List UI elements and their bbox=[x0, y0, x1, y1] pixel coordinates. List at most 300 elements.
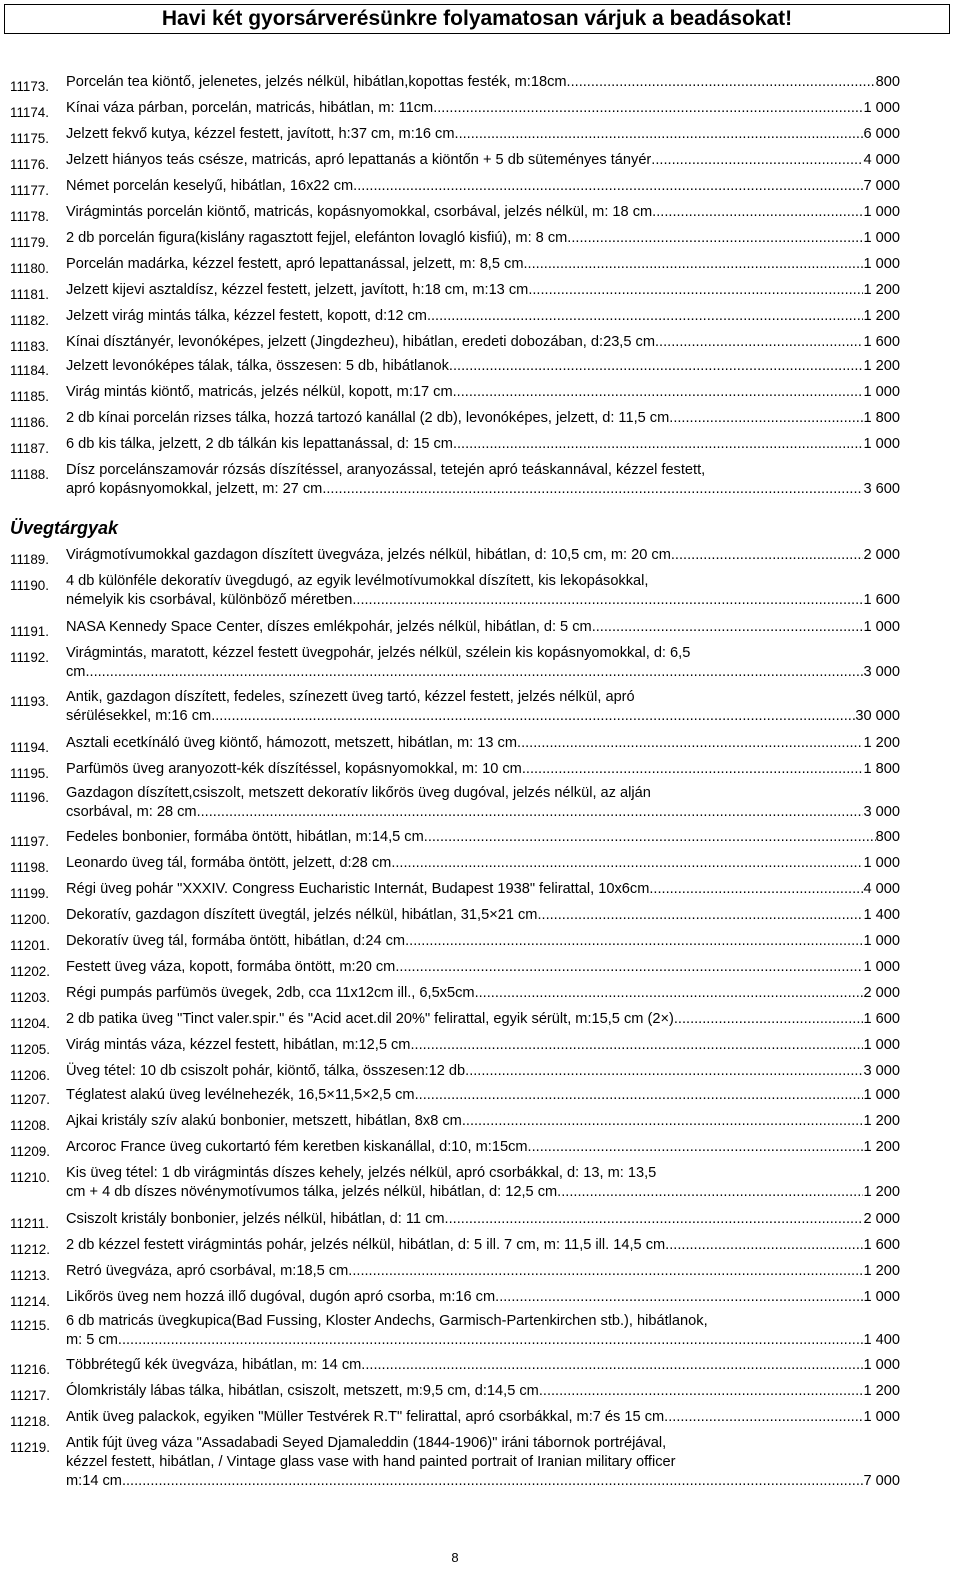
description-line bbox=[66, 618, 900, 637]
dot-leader bbox=[669, 409, 863, 428]
lot-description bbox=[66, 409, 900, 428]
lot-price: 1 400 bbox=[863, 907, 900, 923]
description-text: 2 db kézzel festett virágmintás pohár, jelzés nélkül, hibátlan, d: 5 ill. 7 cm, m: 11,5 ill. 14,5 cm bbox=[66, 1237, 666, 1253]
lot-number: 11204. bbox=[10, 1016, 50, 1031]
description-text: 2 db patika üveg "Tinct valer.spir." és "Acid acet.dil 20%" felirattal, egyik sérült, m:15,5 cm (2×) bbox=[66, 1011, 674, 1027]
lot-number: 11176. bbox=[10, 157, 49, 172]
lot-description bbox=[66, 281, 900, 300]
lot-description bbox=[66, 333, 900, 352]
lot-price: 1 600 bbox=[863, 1011, 900, 1027]
dot-leader bbox=[449, 357, 864, 376]
lot-price: 3 600 bbox=[863, 481, 900, 497]
description-line bbox=[66, 1331, 900, 1350]
lot-description bbox=[66, 1086, 900, 1105]
description-line bbox=[66, 1382, 900, 1401]
lot-number: 11203. bbox=[10, 990, 50, 1005]
lot-description bbox=[66, 1036, 900, 1055]
description-line bbox=[66, 333, 900, 352]
lot-price: 1 200 bbox=[863, 1263, 900, 1279]
lot-description bbox=[66, 203, 900, 222]
lot-price: 3 000 bbox=[863, 664, 900, 680]
lot-description bbox=[66, 1312, 900, 1350]
lot-price: 1 200 bbox=[863, 1139, 900, 1155]
lot-number: 11202. bbox=[10, 964, 50, 979]
description-text: Asztali ecetkínáló üveg kiöntő, hámozott, metszett, hibátlan, m: 13 cm bbox=[66, 735, 518, 751]
description-line bbox=[66, 151, 900, 170]
lot-price: 1 000 bbox=[863, 855, 900, 871]
lot-description bbox=[66, 1138, 900, 1157]
description-text: Antik, gazdagon díszített, fedeles, színezett üveg tartó, kézzel festett, jelzés nélkül, apró bbox=[66, 689, 635, 705]
dot-leader bbox=[453, 383, 864, 402]
dot-leader bbox=[405, 932, 863, 951]
lot-number: 11180. bbox=[10, 261, 49, 276]
description-line bbox=[66, 734, 900, 753]
dot-leader bbox=[651, 151, 863, 170]
dot-leader bbox=[567, 73, 876, 92]
lot-price: 1 600 bbox=[863, 1237, 900, 1253]
description-text: Virág mintás kiöntő, matricás, jelzés nélkül, kopott, m:17 cm bbox=[66, 384, 453, 400]
lot-number: 11177. bbox=[10, 183, 49, 198]
lot-description bbox=[66, 1236, 900, 1255]
lot-description bbox=[66, 1062, 900, 1081]
lot-description bbox=[66, 307, 900, 326]
header-banner: Havi két gyorsárverésünkre folyamatosan várjuk a beadásokat! bbox=[4, 4, 950, 34]
description-line bbox=[66, 1288, 900, 1307]
lot-price: 7 000 bbox=[863, 1473, 900, 1489]
dot-leader bbox=[118, 1331, 864, 1350]
description-line bbox=[66, 688, 900, 707]
dot-leader bbox=[122, 1472, 864, 1491]
description-line bbox=[66, 958, 900, 977]
lot-price: 1 200 bbox=[863, 308, 900, 324]
lot-description bbox=[66, 1356, 900, 1375]
lot-number: 11187. bbox=[10, 441, 49, 456]
lot-number: 11201. bbox=[10, 938, 50, 953]
description-text: Dekoratív üveg tál, formába öntött, hibátlan, d:24 cm bbox=[66, 933, 406, 949]
dot-leader bbox=[522, 760, 864, 779]
lot-description bbox=[66, 229, 900, 248]
lot-number: 11212. bbox=[10, 1242, 50, 1257]
description-text: Virág mintás váza, kézzel festett, hibátlan, m:12,5 cm bbox=[66, 1037, 411, 1053]
lot-number: 11179. bbox=[10, 235, 49, 250]
lot-price: 1 000 bbox=[863, 1087, 900, 1103]
lot-price: 1 200 bbox=[863, 358, 900, 374]
lot-number: 11178. bbox=[10, 209, 49, 224]
description-text: Többrétegű kék üvegváza, hibátlan, m: 14 cm bbox=[66, 1357, 362, 1373]
lot-price: 6 000 bbox=[863, 126, 900, 142]
lot-number: 11209. bbox=[10, 1144, 50, 1159]
description-line bbox=[66, 854, 900, 873]
description-line bbox=[66, 1138, 900, 1157]
lot-description bbox=[66, 125, 900, 144]
lot-description bbox=[66, 572, 900, 610]
description-text: Kínai dísztányér, levonóképes, jelzett (Jingdezheu), hibátlan, eredeti dobozában, d:23,5 cm bbox=[66, 334, 655, 350]
dot-leader bbox=[352, 591, 863, 610]
description-line bbox=[66, 1036, 900, 1055]
lot-price: 7 000 bbox=[863, 178, 900, 194]
description-text: Csiszolt kristály bonbonier, jelzés nélkül, hibátlan, d: 11 cm bbox=[66, 1211, 445, 1227]
description-text: apró kopásnyomokkal, jelzett, m: 27 cm bbox=[66, 481, 323, 497]
lot-description bbox=[66, 255, 900, 274]
lot-price: 1 800 bbox=[863, 761, 900, 777]
lot-price: 1 200 bbox=[863, 735, 900, 751]
dot-leader bbox=[528, 281, 863, 300]
description-text: Parfümös üveg aranyozott-kék díszítéssel, kopásnyomokkal, m: 10 cm bbox=[66, 761, 522, 777]
lot-description bbox=[66, 932, 900, 951]
description-text: Antik fújt üveg váza "Assadabadi Seyed Djamaleddin (1844-1906)" iráni tábornok portréjával, bbox=[66, 1435, 667, 1451]
lot-number: 11198. bbox=[10, 860, 49, 875]
description-text: 6 db kis tálka, jelzett, 2 db tálkán kis lepattanással, d: 15 cm bbox=[66, 436, 453, 452]
description-text: Régi üveg pohár "XXXIV. Congress Eucharistic Internát, Budapest 1938" felirattal, 10x6cm bbox=[66, 881, 650, 897]
lot-price: 1 400 bbox=[863, 1332, 900, 1348]
description-line bbox=[66, 906, 900, 925]
dot-leader bbox=[197, 803, 864, 822]
description-line bbox=[66, 229, 900, 248]
dot-leader bbox=[424, 828, 876, 847]
lot-price: 1 600 bbox=[863, 592, 900, 608]
lot-price: 1 200 bbox=[863, 1184, 900, 1200]
description-text: Üveg tétel: 10 db csiszolt pohár, kiöntő, tálka, összesen:12 db bbox=[66, 1063, 466, 1079]
description-line bbox=[66, 707, 900, 726]
description-text: Antik üveg palackok, egyiken "Müller Testvérek R.T" felirattal, apró csorbákkal, m:7 és 15 cm bbox=[66, 1409, 665, 1425]
lot-price: 1 000 bbox=[863, 204, 900, 220]
lot-price: 4 000 bbox=[863, 152, 900, 168]
description-line bbox=[66, 572, 900, 591]
lot-description bbox=[66, 906, 900, 925]
dot-leader bbox=[652, 203, 863, 222]
description-line bbox=[66, 880, 900, 899]
dot-leader bbox=[391, 854, 863, 873]
lot-description bbox=[66, 958, 900, 977]
dot-leader bbox=[537, 906, 863, 925]
lot-description bbox=[66, 1210, 900, 1229]
dot-leader bbox=[361, 1356, 863, 1375]
description-line bbox=[66, 591, 900, 610]
description-text: Kínai váza párban, porcelán, matricás, hibátlan, m: 11cm bbox=[66, 100, 434, 116]
lot-price: 1 600 bbox=[863, 334, 900, 350]
description-line bbox=[66, 480, 900, 499]
lot-price: 3 000 bbox=[863, 804, 900, 820]
dot-leader bbox=[415, 1086, 864, 1105]
lot-number: 11182. bbox=[10, 313, 49, 328]
lot-price: 1 200 bbox=[863, 1113, 900, 1129]
page-number: 8 bbox=[451, 1550, 459, 1565]
description-line bbox=[66, 1210, 900, 1229]
description-line bbox=[66, 1086, 900, 1105]
description-text: némelyik kis csorbával, különböző méretben bbox=[66, 592, 353, 608]
lot-price: 1 000 bbox=[863, 1357, 900, 1373]
lot-price: 800 bbox=[875, 74, 900, 90]
description-text: Virágmintás porcelán kiöntő, matricás, kopásnyomokkal, csorbával, jelzés nélkül, m: 18 cm bbox=[66, 204, 653, 220]
description-line bbox=[66, 784, 900, 803]
description-line bbox=[66, 461, 900, 480]
lot-number: 11207. bbox=[10, 1092, 50, 1107]
description-text: Dekoratív, gazdagon díszített üvegtál, jelzés nélkül, hibátlan, 31,5×21 cm bbox=[66, 907, 538, 923]
lot-number: 11185. bbox=[10, 389, 49, 404]
lot-description bbox=[66, 546, 900, 565]
lot-number: 11183. bbox=[10, 339, 49, 354]
lot-description bbox=[66, 177, 900, 196]
dot-leader bbox=[433, 99, 863, 118]
description-text: Porcelán tea kiöntő, jelenetes, jelzés nélkül, hibátlan,kopottas festék, m:18cm bbox=[66, 74, 567, 90]
description-line bbox=[66, 307, 900, 326]
description-text: Ólomkristály lábas tálka, hibátlan, csiszolt, metszett, m:9,5 cm, d:14,5 cm bbox=[66, 1383, 539, 1399]
lot-price: 1 000 bbox=[863, 1037, 900, 1053]
lot-number: 11211. bbox=[10, 1216, 49, 1231]
section-title-glass: Üvegtárgyak bbox=[10, 518, 119, 538]
lot-number: 11205. bbox=[10, 1042, 50, 1057]
description-text: Retró üvegváza, apró csorbával, m:18,5 cm bbox=[66, 1263, 349, 1279]
description-line bbox=[66, 99, 900, 118]
description-text: kézzel festett, hibátlan, / Vintage glass vase with hand painted portrait of Iranian military officer bbox=[66, 1454, 676, 1470]
dot-leader bbox=[517, 734, 863, 753]
description-line bbox=[66, 1010, 900, 1029]
description-text: 6 db matricás üvegkupica(Bad Fussing, Kloster Andechs, Garmisch-Partenkirchen stb.), hibátlanok, bbox=[66, 1313, 708, 1329]
description-line bbox=[66, 1312, 900, 1331]
lot-number: 11175. bbox=[10, 131, 49, 146]
dot-leader bbox=[427, 307, 864, 326]
dot-leader bbox=[465, 1062, 863, 1081]
lot-number: 11174. bbox=[10, 105, 49, 120]
description-line bbox=[66, 1453, 900, 1472]
dot-leader bbox=[671, 546, 864, 565]
lot-price: 1 000 bbox=[863, 100, 900, 116]
lot-description bbox=[66, 1112, 900, 1131]
lot-number: 11196. bbox=[10, 790, 49, 805]
dot-leader bbox=[445, 1210, 864, 1229]
description-line bbox=[66, 1408, 900, 1427]
lot-description bbox=[66, 880, 900, 899]
lot-description bbox=[66, 688, 900, 726]
lot-description bbox=[66, 1408, 900, 1427]
description-text: Német porcelán keselyű, hibátlan, 16x22 cm bbox=[66, 178, 354, 194]
dot-leader bbox=[557, 1183, 863, 1202]
lot-number: 11206. bbox=[10, 1068, 50, 1083]
description-text: Jelzett hiányos teás csésze, matricás, apró lepattanás a kiöntőn + 5 db süteményes tányér bbox=[66, 152, 652, 168]
lot-number: 11184. bbox=[10, 363, 49, 378]
lot-price: 1 000 bbox=[863, 256, 900, 272]
dot-leader bbox=[665, 1236, 863, 1255]
description-text: Régi pumpás parfümös üvegek, 2db, cca 11x12cm ill., 6,5x5cm bbox=[66, 985, 475, 1001]
dot-leader bbox=[567, 229, 863, 248]
dot-leader bbox=[674, 1010, 864, 1029]
description-line bbox=[66, 1434, 900, 1453]
description-text: m: 5 cm bbox=[66, 1332, 118, 1348]
description-line bbox=[66, 203, 900, 222]
description-line bbox=[66, 357, 900, 376]
description-text: Gazdagon díszített,csiszolt, metszett dekoratív likőrös üveg dugóval, jelzés nélkül, az alján bbox=[66, 785, 651, 801]
description-line bbox=[66, 546, 900, 565]
lot-number: 11197. bbox=[10, 834, 49, 849]
description-text: 2 db kínai porcelán rizses tálka, hozzá tartozó kanállal (2 db), levonóképes, jelzett, d: 11,5 cm bbox=[66, 410, 670, 426]
lot-number: 11213. bbox=[10, 1268, 50, 1283]
description-line bbox=[66, 383, 900, 402]
dot-leader bbox=[592, 618, 864, 637]
description-text: Fedeles bonbonier, formába öntött, hibátlan, m:14,5 cm bbox=[66, 829, 424, 845]
description-text: NASA Kennedy Space Center, díszes emlékpohár, jelzés nélkül, hibátlan, d: 5 cm bbox=[66, 619, 592, 635]
description-text: Jelzett kijevi asztaldísz, kézzel festett, jelzett, javított, h:18 cm, m:13 cm bbox=[66, 282, 529, 298]
lot-number: 11210. bbox=[10, 1170, 50, 1185]
dot-leader bbox=[539, 1382, 864, 1401]
description-line bbox=[66, 803, 900, 822]
dot-leader bbox=[410, 1036, 863, 1055]
dot-leader bbox=[528, 1138, 864, 1157]
lot-description bbox=[66, 984, 900, 1003]
lot-number: 11199. bbox=[10, 886, 49, 901]
lot-number: 11186. bbox=[10, 415, 49, 430]
description-text: Virágmotívumokkal gazdagon díszített üvegváza, jelzés nélkül, hibátlan, d: 10,5 cm, m: 20 cm bbox=[66, 547, 671, 563]
lot-price: 2 000 bbox=[863, 985, 900, 1001]
lot-description bbox=[66, 383, 900, 402]
lot-description bbox=[66, 1164, 900, 1202]
lot-number: 11188. bbox=[10, 467, 49, 482]
description-line bbox=[66, 760, 900, 779]
dot-leader bbox=[455, 125, 864, 144]
lot-description bbox=[66, 1434, 900, 1491]
lot-number: 11214. bbox=[10, 1294, 50, 1309]
lot-description bbox=[66, 1262, 900, 1281]
lot-price: 4 000 bbox=[863, 881, 900, 897]
dot-leader bbox=[348, 1262, 863, 1281]
description-line bbox=[66, 932, 900, 951]
dot-leader bbox=[211, 707, 855, 726]
description-text: m:14 cm bbox=[66, 1473, 122, 1489]
description-text: Festett üveg váza, kopott, formába öntött, m:20 cm bbox=[66, 959, 396, 975]
dot-leader bbox=[475, 984, 864, 1003]
description-line bbox=[66, 1356, 900, 1375]
lot-price: 1 000 bbox=[863, 933, 900, 949]
description-text: Virágmintás, maratott, kézzel festett üvegpohár, jelzés nélkül, szélein kis kopásnyomokkal, d: 6,5 bbox=[66, 645, 691, 661]
lot-number: 11193. bbox=[10, 694, 49, 709]
lot-price: 800 bbox=[875, 829, 900, 845]
lot-number: 11191. bbox=[10, 624, 49, 639]
description-line bbox=[66, 409, 900, 428]
lot-price: 1 000 bbox=[863, 1409, 900, 1425]
lot-price: 2 000 bbox=[863, 1211, 900, 1227]
description-line bbox=[66, 177, 900, 196]
lot-number: 11215. bbox=[10, 1318, 50, 1333]
lot-description bbox=[66, 618, 900, 637]
lot-description bbox=[66, 73, 900, 92]
description-text: Ajkai kristály szív alakú bonbonier, metszett, hibátlan, 8x8 cm bbox=[66, 1113, 462, 1129]
description-text: sérülésekkel, m:16 cm bbox=[66, 708, 212, 724]
lot-description bbox=[66, 644, 900, 682]
dot-leader bbox=[322, 480, 863, 499]
lot-description bbox=[66, 734, 900, 753]
dot-leader bbox=[664, 1408, 863, 1427]
description-line bbox=[66, 1472, 900, 1491]
lot-description bbox=[66, 151, 900, 170]
lot-number: 11195. bbox=[10, 766, 49, 781]
lot-number: 11219. bbox=[10, 1440, 50, 1455]
description-text: Jelzett virág mintás tálka, kézzel festett, kopott, d:12 cm bbox=[66, 308, 427, 324]
lot-description bbox=[66, 1288, 900, 1307]
description-line bbox=[66, 1062, 900, 1081]
dot-leader bbox=[655, 333, 863, 352]
description-text: Porcelán madárka, kézzel festett, apró lepattanással, jelzett, m: 8,5 cm bbox=[66, 256, 524, 272]
lot-price: 2 000 bbox=[863, 547, 900, 563]
lot-number: 11190. bbox=[10, 578, 49, 593]
lot-price: 30 000 bbox=[855, 708, 900, 724]
lot-price: 1 000 bbox=[863, 619, 900, 635]
lot-price: 1 200 bbox=[863, 1383, 900, 1399]
lot-number: 11217. bbox=[10, 1388, 50, 1403]
lot-description bbox=[66, 357, 900, 376]
description-line bbox=[66, 984, 900, 1003]
dot-leader bbox=[395, 958, 863, 977]
lot-number: 11218. bbox=[10, 1414, 50, 1429]
description-text: Jelzett fekvő kutya, kézzel festett, javított, h:37 cm, m:16 cm bbox=[66, 126, 455, 142]
description-text: Téglatest alakú üveg levélnehezék, 16,5×11,5×2,5 cm bbox=[66, 1087, 415, 1103]
description-line bbox=[66, 1262, 900, 1281]
lot-description bbox=[66, 1382, 900, 1401]
dot-leader bbox=[85, 663, 863, 682]
description-line bbox=[66, 644, 900, 663]
description-line bbox=[66, 828, 900, 847]
lot-number: 11200. bbox=[10, 912, 50, 927]
dot-leader bbox=[462, 1112, 864, 1131]
lot-description bbox=[66, 99, 900, 118]
description-text: Kis üveg tétel: 1 db virágmintás díszes kehely, jelzés nélkül, apró csorbákkal, d: 13, m: 13,5 bbox=[66, 1165, 657, 1181]
description-text: Leonardo üveg tál, formába öntött, jelzett, d:28 cm bbox=[66, 855, 392, 871]
description-line bbox=[66, 73, 900, 92]
description-text: 4 db különféle dekoratív üvegdugó, az egyik levélmotívumokkal díszített, kis lekopásokkal, bbox=[66, 573, 649, 589]
lot-number: 11216. bbox=[10, 1362, 50, 1377]
description-line bbox=[66, 1183, 900, 1202]
description-line bbox=[66, 125, 900, 144]
lot-number: 11208. bbox=[10, 1118, 50, 1133]
lot-description bbox=[66, 828, 900, 847]
lot-price: 1 000 bbox=[863, 230, 900, 246]
description-line bbox=[66, 1112, 900, 1131]
dot-leader bbox=[495, 1288, 863, 1307]
description-text: Likőrös üveg nem hozzá illő dugóval, dugón apró csorba, m:16 cm bbox=[66, 1289, 496, 1305]
lot-description bbox=[66, 461, 900, 499]
lot-description bbox=[66, 784, 900, 822]
dot-leader bbox=[649, 880, 863, 899]
description-text: 2 db porcelán figura(kislány ragasztott fejjel, elefánton lovagló kisfiú), m: 8 cm bbox=[66, 230, 568, 246]
lot-number: 11192. bbox=[10, 650, 49, 665]
lot-price: 1 000 bbox=[863, 436, 900, 452]
lot-description bbox=[66, 760, 900, 779]
description-text: cm + 4 db díszes növénymotívumos tálka, jelzés nélkül, hibátlan, d: 12,5 cm bbox=[66, 1184, 558, 1200]
description-line bbox=[66, 1236, 900, 1255]
lot-price: 1 000 bbox=[863, 959, 900, 975]
dot-leader bbox=[453, 435, 864, 454]
lot-number: 11194. bbox=[10, 740, 49, 755]
description-text: csorbával, m: 28 cm bbox=[66, 804, 197, 820]
lot-price: 1 000 bbox=[863, 1289, 900, 1305]
dot-leader bbox=[353, 177, 863, 196]
description-text: cm bbox=[66, 664, 86, 680]
description-text: Jelzett levonóképes tálak, tálka, összesen: 5 db, hibátlanok bbox=[66, 358, 449, 374]
description-line bbox=[66, 255, 900, 274]
lot-description bbox=[66, 435, 900, 454]
lot-description bbox=[66, 854, 900, 873]
description-text: Arcoroc France üveg cukortartó fém keretben kiskanállal, d:10, m:15cm bbox=[66, 1139, 528, 1155]
lot-description bbox=[66, 1010, 900, 1029]
description-line bbox=[66, 663, 900, 682]
dot-leader bbox=[524, 255, 864, 274]
description-line bbox=[66, 1164, 900, 1183]
description-line bbox=[66, 281, 900, 300]
description-line bbox=[66, 435, 900, 454]
lot-price: 3 000 bbox=[863, 1063, 900, 1079]
lot-price: 1 200 bbox=[863, 282, 900, 298]
lot-number: 11189. bbox=[10, 552, 49, 567]
lot-number: 11181. bbox=[10, 287, 49, 302]
lot-price: 1 800 bbox=[863, 410, 900, 426]
